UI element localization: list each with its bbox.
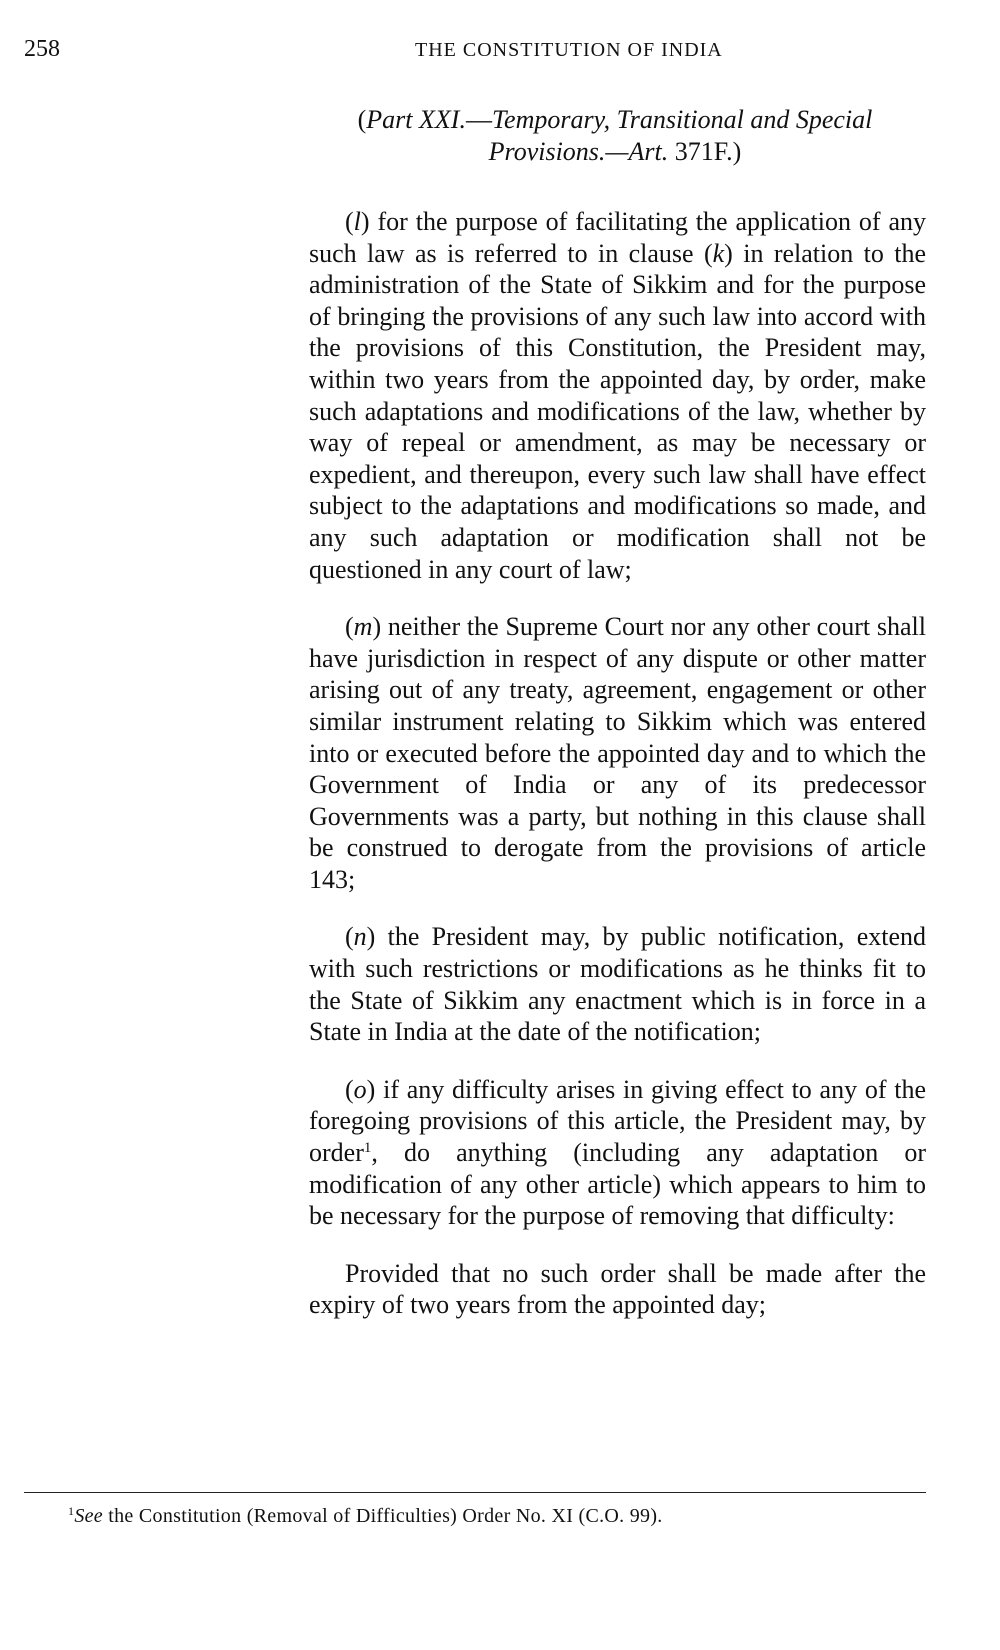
clause-o-text: if any difficulty arises in giving effect to any of the foregoing provisions of this article, the President may, by order <box>309 1074 926 1168</box>
part-heading-title: Temporary, Transitional and Special Provisions. <box>488 105 873 166</box>
footnote-mark: 1 <box>68 1504 75 1518</box>
part-heading-open-paren: ( <box>357 105 367 134</box>
clause-m-paragraph: (m) neither the Supreme Court nor any other court shall have jurisdiction in respect of any dispute or other matter arising out of any treaty, agreement, engagement or other similar instrument relating to Sikkim which was entered into or executed before the appointed day and to which the Government of India or any of its predecessor Governments was a party, but nothing in this clause shall be construed to derogate from the provisions of article 143; <box>309 612 926 894</box>
clause-n-paragraph: (n) the President may, by public notification, extend with such restrictions or modifications as he thinks fit to the State of Sikkim any enactment which is in force in a State in India at the date of the notification; <box>309 922 926 1047</box>
clause-l-letter: l <box>353 207 361 236</box>
part-heading-article-prefix: —Art. <box>605 137 675 166</box>
page-number: 258 <box>24 36 60 62</box>
clause-l-text-continued: ) in relation to the administration of the State of Sikkim and for the purpose of bringing the provisions of any such law into accord with the provisions of this Constitution, the President may, within two years from the appointed day, by order, make such adaptations and modifications of the law, whether by way of repeal or amendment, as may be necessary or expedient, and thereupon, every such law shall have effect subject to the adaptations and modifications so made, and any such adaptation or modification shall not be questioned in any court of law; <box>309 238 926 584</box>
footnote-divider <box>24 1492 926 1493</box>
footnote <box>68 1503 663 1529</box>
clause-o-paragraph: (o) if any difficulty arises in giving effect to any of the foregoing provisions of this article, the President may, by order$^1$, do anything (including any adaptation or modification of any other article) which appears to him to be necessary for the purpose of removing that difficulty: <box>309 1074 926 1231</box>
part-heading-dash: — <box>465 105 492 134</box>
clause-o-text-continued: , do anything (including any adaptation or modification of any other article) which appears to him to be necessary for the purpose of removing that difficulty: <box>309 1138 926 1231</box>
part-heading-part: Part XXI. <box>366 105 466 134</box>
clause-k-reference: k <box>712 238 725 268</box>
clause-o-letter: o <box>353 1074 367 1104</box>
footnote-text: the Constitution (Removal of Difficulties) Order No. XI (C.O. 99). <box>102 1505 663 1527</box>
clause-n-letter: n <box>353 922 367 952</box>
footnote-reference-mark[interactable]: 1 <box>363 1140 372 1157</box>
body-text <box>309 206 926 1347</box>
clause-l-text: for the purpose of facilitating the application of any such law as is referred to in clause ( <box>309 207 926 268</box>
proviso-paragraph: Provided that no such order shall be made after the expiry of two years from the appointed day; <box>309 1258 926 1320</box>
clause-l-paragraph: (l) for the purpose of facilitating the application of any such law as is referred to in clause (k) in relation to the administration of the State of Sikkim and for the purpose of bringing the provisions of any such law into accord with the provisions of this Constitution, the President may, within two years from the appointed day, by order, make such adaptations and modifications of the law, whether by way of repeal or amendment, as may be necessary or expedient, and thereupon, every such law shall have effect subject to the adaptations and modifications so made, and any such adaptation or modification shall not be questioned in any court of law; <box>309 207 926 584</box>
clause-m-text: neither the Supreme Court nor any other court shall have jurisdiction in respect of any dispute or other matter arising out of any treaty, agreement, engagement or other similar instrument relating to Sikkim which was entered into or executed before the appointed day and to which the Government of India or any of its predecessor Governments was a party, but nothing in this clause shall be construed to derogate from the provisions of article 143; <box>309 612 926 894</box>
clause-n-text: the President may, by public notification, extend with such restrictions or modifications as he thinks fit to the State of Sikkim any enactment which is in force in a State in India at the date of the notification; <box>309 922 926 1047</box>
part-heading-close: .) <box>726 137 742 166</box>
part-heading <box>305 104 925 168</box>
running-title: THE CONSTITUTION OF INDIA <box>415 39 723 61</box>
footnote-see: See <box>74 1505 103 1527</box>
part-heading-article-number: 371F <box>674 137 727 166</box>
clause-m-letter: m <box>353 612 373 642</box>
